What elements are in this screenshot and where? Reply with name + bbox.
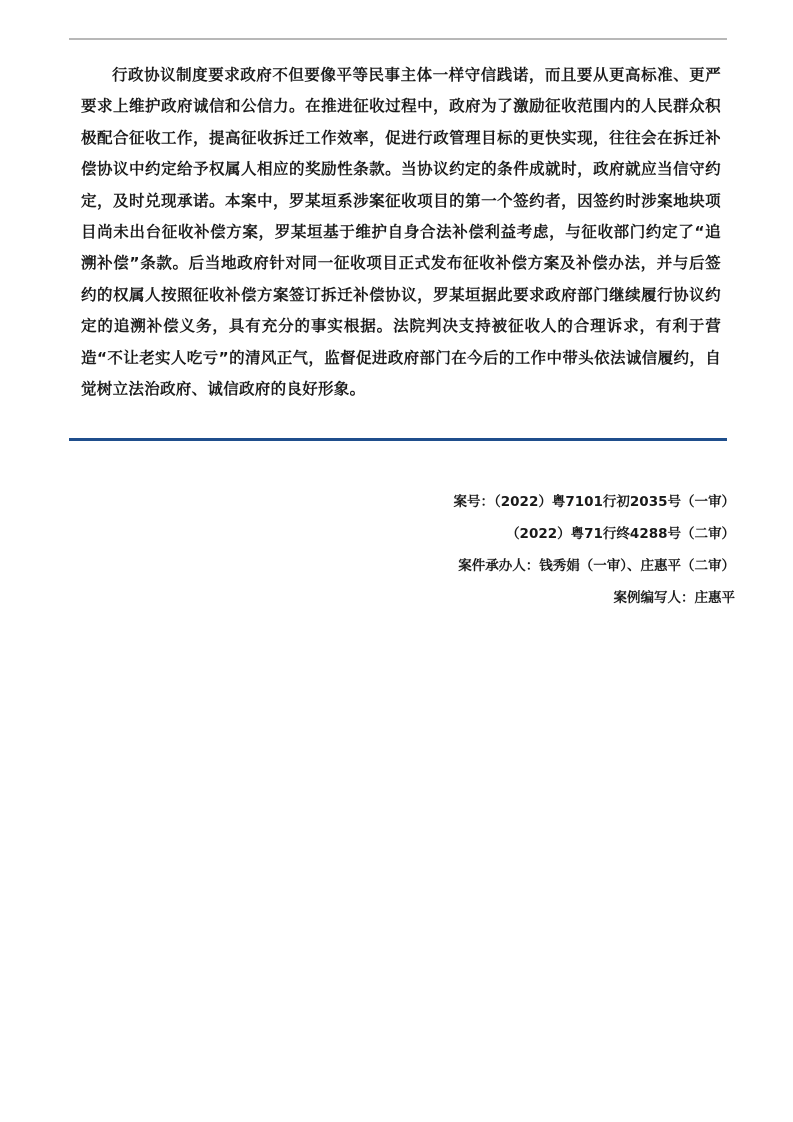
case-number-first-instance: 案号：（2022）粤7101行初2035号（一审）	[453, 494, 735, 510]
case-info-block	[235, 486, 735, 614]
section-divider	[69, 438, 727, 441]
case-handlers: 案件承办人：钱秀娟（一审）、庄惠平（二审）	[458, 558, 735, 574]
top-divider	[69, 38, 727, 40]
case-number-second-instance: （2022）粤71行终4288号（二审）	[506, 526, 735, 542]
commentary-paragraph: 行政协议制度要求政府不但要像平等民事主体一样守信践诺，而且要从更高标准、更严要求上维护政府诚信和公信力。在推进征收过程中，政府为了激励征收范围内的人民群众积极配合征收工作，提高征收拆迁工作效率，促进行政管理目标的更快实现，往往会在拆迁补偿协议中约定给予权属人相应的奖励性条款。当协议约定的条件成就时，政府就应当信守约定，及时兑现承诺。本案中，罗某垣系涉案征收项目的第一个签约者，因签约时涉案地块项目尚未出台征收补偿方案，罗某垣基于维护自身合法补偿利益考虑，与征收部门约定了“追溯补偿”条款。后当地政府针对同一征收项目正式发布征收补偿方案及补偿办法，并与后签约的权属人按照征收补偿方案签订拆迁补偿协议，罗某垣据此要求政府部门继续履行协议约定的追溯补偿义务，具有充分的事实根据。法院判决支持被征收人的合理诉求，有利于营造“不让老实人吃亏”的清风正气，监督促进政府部门在今后的工作中带头依法诚信履约，自觉树立法治政府、诚信政府的良好形象。	[81, 66, 721, 399]
case-writer: 案例编写人：庄惠平	[613, 590, 735, 606]
